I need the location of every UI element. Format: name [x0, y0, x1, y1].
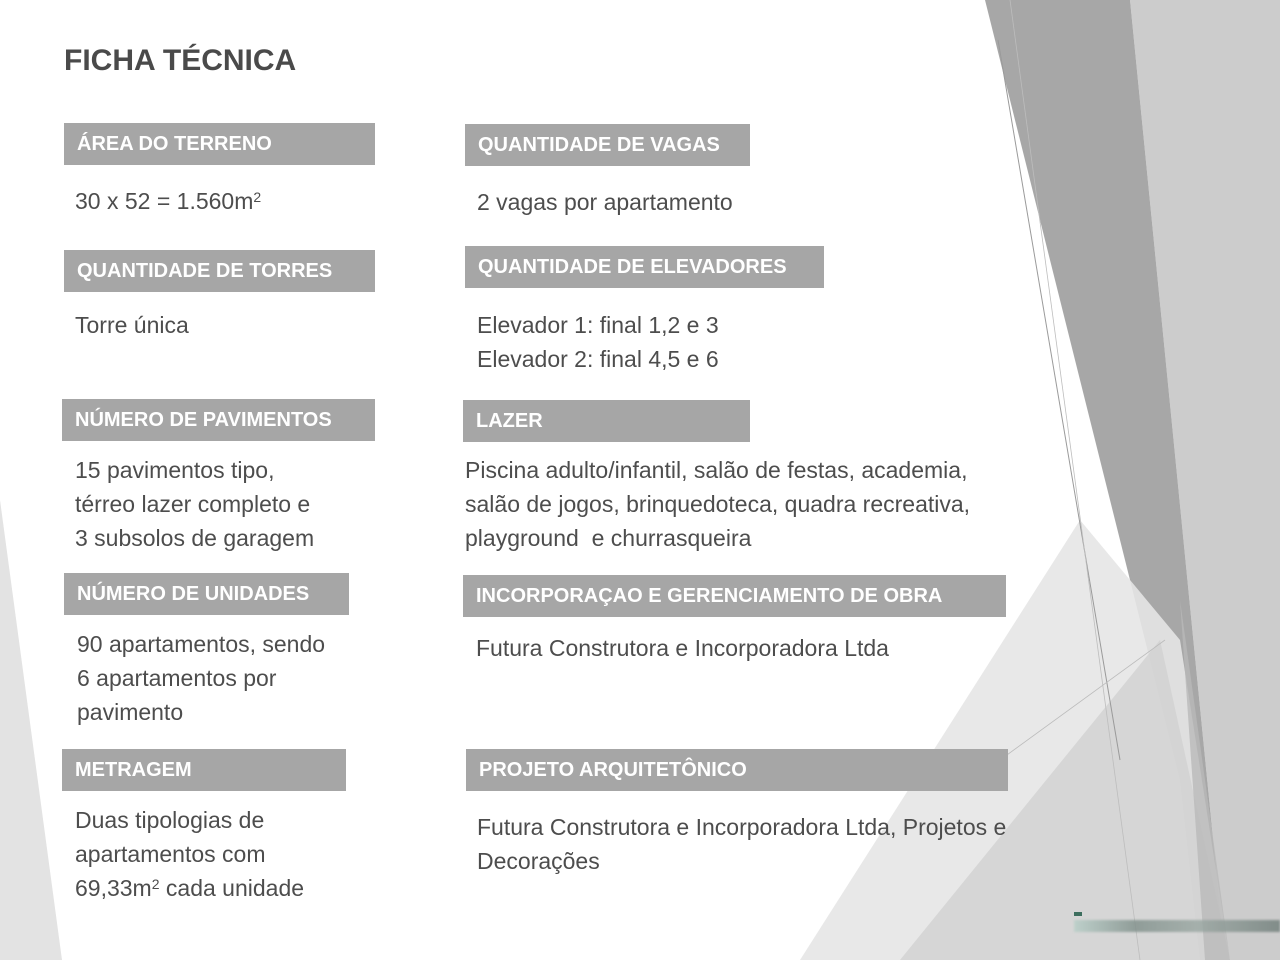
value-quantidade-de-vagas: [477, 185, 733, 219]
value-line: Elevador 2: final 4,5 e 6: [477, 346, 719, 372]
value-line: Piscina adulto/infantil, salão de festas, academia,: [465, 457, 968, 483]
logo-wordmark: [1074, 920, 1280, 932]
value-line: Torre única: [75, 312, 189, 338]
value-line: Duas tipologias de: [75, 807, 265, 833]
metragem-suffix: cada unidade: [159, 875, 305, 901]
value-quantidade-de-elevadores: [477, 308, 719, 376]
page-title: FICHA TÉCNICA: [64, 44, 297, 77]
label-quantidade-de-elevadores: QUANTIDADE DE ELEVADORES: [465, 246, 824, 288]
superscript: 2: [151, 876, 160, 892]
value-line: 15 pavimentos tipo,: [75, 457, 275, 483]
label-area-do-terreno: ÁREA DO TERRENO: [64, 123, 375, 165]
value-numero-de-unidades: [77, 627, 325, 729]
value-line: térreo lazer completo e: [75, 491, 311, 517]
value-line: pavimento: [77, 699, 184, 725]
value-line: Futura Construtora e Incorporadora Ltda, Projetos e: [477, 814, 1007, 840]
value-metragem: [75, 803, 304, 905]
label-numero-de-unidades: NÚMERO DE UNIDADES: [64, 573, 349, 615]
area-value-text: 30 x 52 = 1.560m: [75, 188, 254, 214]
value-line: 2 vagas por apartamento: [477, 189, 733, 215]
value-area-do-terreno: [75, 184, 261, 218]
label-quantidade-de-vagas: QUANTIDADE DE VAGAS: [465, 124, 750, 166]
value-line: 90 apartamentos, sendo: [77, 631, 326, 657]
value-incorporacao-e-gerenciamento: [476, 631, 889, 665]
value-line: Decorações: [477, 848, 600, 874]
company-logo: [1074, 912, 1280, 940]
value-line: salão de jogos, brinquedoteca, quadra recreativa,: [465, 491, 971, 517]
value-line: apartamentos com: [75, 841, 266, 867]
metragem-value-text: 69,33m: [75, 875, 152, 901]
label-incorporacao-e-gerenciamento: INCORPORAÇAO E GERENCIAMENTO DE OBRA: [463, 575, 1006, 617]
label-numero-de-pavimentos: NÚMERO DE PAVIMENTOS: [62, 399, 375, 441]
value-projeto-arquitetonico: [477, 810, 1006, 878]
value-line: 3 subsolos de garagem: [75, 525, 315, 551]
label-lazer: LAZER: [463, 400, 750, 442]
value-line: playground e churrasqueira: [465, 525, 752, 551]
superscript: 2: [253, 189, 262, 205]
value-line: 6 apartamentos por: [77, 665, 277, 691]
label-quantidade-de-torres: QUANTIDADE DE TORRES: [64, 250, 375, 292]
logo-mark-icon: [1074, 912, 1082, 916]
value-line: Futura Construtora e Incorporadora Ltda: [476, 635, 889, 661]
label-projeto-arquitetonico: PROJETO ARQUITETÔNICO: [466, 749, 1008, 791]
value-line: Elevador 1: final 1,2 e 3: [477, 312, 719, 338]
label-metragem: METRAGEM: [62, 749, 346, 791]
value-numero-de-pavimentos: [75, 453, 314, 555]
value-quantidade-de-torres: [75, 308, 189, 342]
value-lazer: [465, 453, 970, 555]
